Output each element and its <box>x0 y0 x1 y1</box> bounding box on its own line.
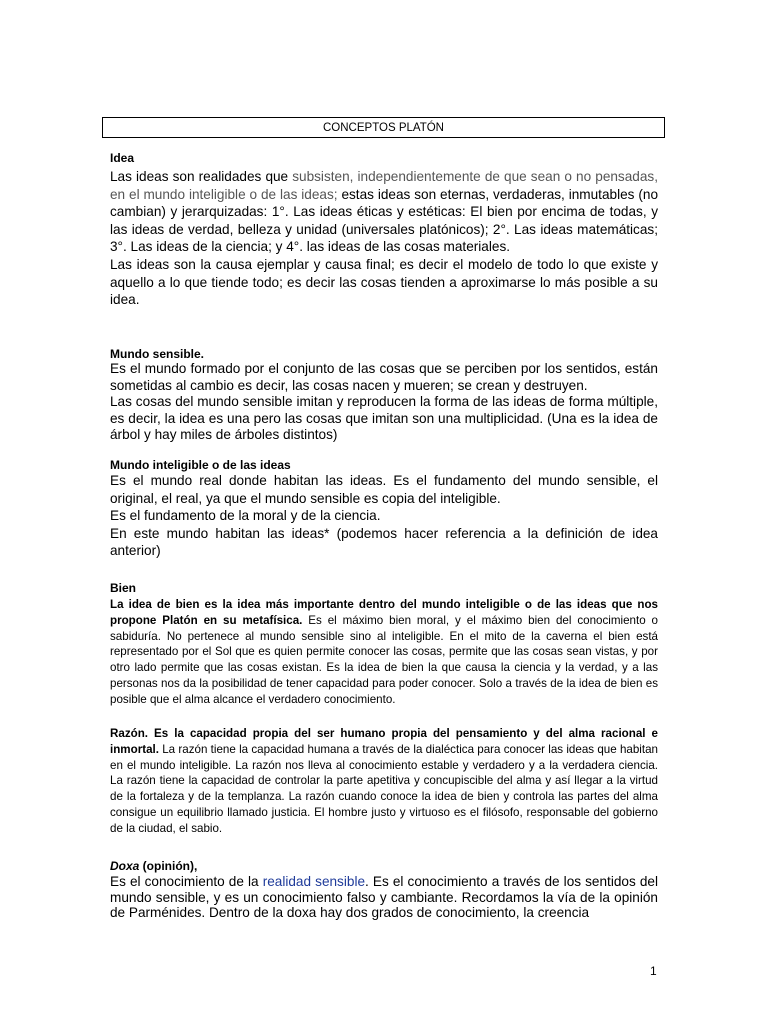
section-mundo-inteligible <box>110 472 658 560</box>
razon-bold-text: Razón. Es la capacidad propia del ser humano propia del pensamiento y del alma racional e inmortal. <box>110 727 658 756</box>
document-title: CONCEPTOS PLATÓN <box>102 117 665 138</box>
bien-text: Es el máximo bien moral, y el máximo bien del conocimiento o sabiduría. No pertenece al mundo sensible sino al inteligible. En el mito de la caverna el bien está representado por el Sol que es quien permite conocer las cosas, permite que las cosas sean vistas, y por otro lado permite que las cosas existan. Es la idea de bien la que causa la ciencia y la verdad, y a las personas nos da la posibilidad de tener capacidad para poder conocer. Solo a través de la idea de bien es posible que el alma alcance el verdadero conocimiento. <box>110 613 658 706</box>
razon-paragraph <box>110 726 658 837</box>
idea-paragraph-2: Las ideas son la causa ejemplar y causa final; es decir el modelo de todo lo que existe y aquello a lo que tiende todo; es decir las cosas tienden a aproximarse lo más posible a su idea. <box>110 256 658 308</box>
mundo-inteligible-paragraph-3: En este mundo habitan las ideas* (podemos hacer referencia a la definición de idea anterior) <box>110 525 658 559</box>
heading-idea: Idea <box>110 151 135 165</box>
mundo-inteligible-paragraph-1: Es el mundo real donde habitan las ideas. Es el fundamento del mundo sensible, el original, el real, ya que el mundo sensible es copia del inteligible. <box>110 473 658 506</box>
doxa-paragraph <box>110 874 658 921</box>
section-bien <box>110 597 658 708</box>
heading-mundo-inteligible: Mundo inteligible o de las ideas <box>110 458 291 472</box>
mundo-sensible-paragraph-1: Es el mundo formado por el conjunto de las cosas que se perciben por los sentidos, están sometidas al cambio es decir, las cosas nacen y mueren; se crean y destruyen. <box>110 361 658 393</box>
bien-bold-text: La idea de bien es la idea más importante dentro del mundo inteligible o de las ideas que nos propone Platón en su metafísica. <box>110 598 658 627</box>
page-number: 1 <box>650 964 657 978</box>
razon-text: La razón tiene la capacidad humana a través de la dialéctica para conocer las ideas que habitan en el mundo inteligible. La razón nos lleva al conocimiento estable y verdadero y a la verdadera ciencia. La razón tiene la capacidad de controlar la parte apetitiva y concupiscible del alma y así llegar a la virtud de la fortaleza y de la templanza. La razón cuando conoce la idea de bien y controla las partes del alma consigue un equilibrio llamado justicia. El hombre justo y virtuoso es el filósofo, responsable del gobierno de la ciudad, el sabio. <box>110 742 658 835</box>
heading-doxa <box>110 859 197 873</box>
mundo-sensible-paragraph-2: Las cosas del mundo sensible imitan y reproducen la forma de las ideas de forma múltiple, es decir, la idea es una pero las cosas que imitan son una multiplicidad. (Una es la idea de árbol y hay miles de árboles distintos) <box>110 394 658 442</box>
doxa-link-realidad-sensible[interactable]: realidad sensible <box>262 874 366 889</box>
idea-text-a: Las ideas son realidades que <box>110 169 293 184</box>
doxa-heading-italic: Doxa <box>110 859 140 873</box>
section-razon <box>110 726 658 837</box>
idea-text-b: subsisten, independientemente de que sean o no pensadas, en el mundo inteligible o de las ideas; <box>110 169 658 202</box>
section-doxa <box>110 874 658 921</box>
doxa-text-b: . Es el conocimiento a través de los sentidos del mundo sensible, y es un conocimiento falso y cambiante. Recordamos la vía de la opinión de Parménides. Dentro de la doxa hay dos grados de conocimiento, la creencia <box>110 874 658 920</box>
idea-text-c: estas ideas son eternas, verdaderas, inmutables (no cambian) y jerarquizadas: 1°. Las ideas éticas y estéticas: El bien por encima de todas, y las ideas de verdad, belleza y unidad (universales platónicos); 2°. Las ideas matemáticas; 3°. Las ideas de la ciencia; y 4°. las ideas de las cosas materiales. <box>110 186 658 255</box>
mundo-inteligible-paragraph-2: Es el fundamento de la moral y de la ciencia. <box>110 508 381 524</box>
doxa-heading-rest: (opinión), <box>139 859 198 873</box>
idea-paragraph-1 <box>110 168 658 256</box>
section-mundo-sensible <box>110 361 658 444</box>
bien-paragraph <box>110 597 658 708</box>
section-idea <box>110 168 658 309</box>
heading-bien: Bien <box>110 581 137 595</box>
heading-mundo-sensible: Mundo sensible. <box>110 347 205 361</box>
doxa-text-a: Es el conocimiento de la <box>110 874 263 889</box>
